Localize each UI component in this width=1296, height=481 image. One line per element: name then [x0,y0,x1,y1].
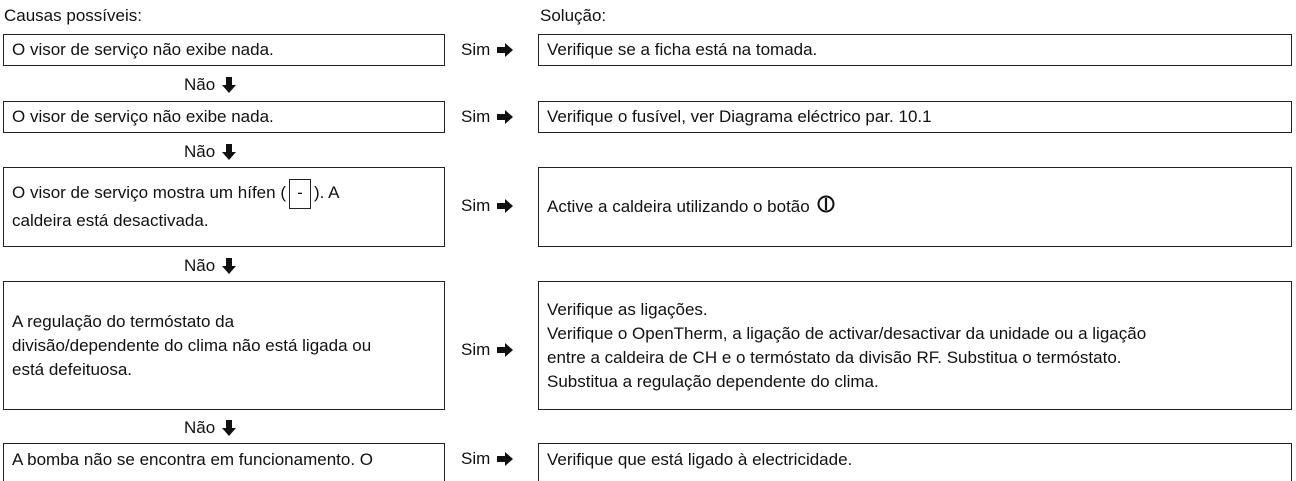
solution-box-4 [538,281,1292,410]
solution-text-1: Verifique se a ficha está na tomada. [547,40,818,59]
solution-text-4a: Verifique as ligações. [547,300,708,319]
solution-header: Solução: [540,6,607,25]
arrow-right-icon [497,43,513,57]
arrow-right-icon [497,199,513,213]
arrow-down-icon [222,77,236,93]
cause-box-3 [3,167,445,247]
solution-text-4b: Verifique o OpenTherm, a ligação de activar/desactivar da unidade ou a ligação [547,324,1147,343]
no-label: Não [184,256,216,275]
causes-header: Causas possíveis: [4,6,142,25]
no-connector-4 [184,418,236,438]
no-connector-3 [184,256,236,276]
arrow-down-icon [222,144,236,160]
solution-text-2: Verifique o fusível, ver Diagrama eléctrico par. 10.1 [547,107,932,126]
no-label: Não [184,418,216,437]
arrow-right-icon [497,110,513,124]
arrow-down-icon [222,420,236,436]
arrow-right-icon [497,452,513,466]
yes-connector-5 [461,449,513,469]
hyphen-symbol: - [289,179,311,209]
yes-label: Sim [461,449,491,468]
no-label: Não [184,142,216,161]
yes-label: Sim [461,340,491,359]
power-button-icon [816,194,836,221]
arrow-right-icon [497,343,513,357]
no-connector-2 [184,142,236,162]
cause-text-4a: A regulação do termóstato da [12,312,235,331]
solution-text-5: Verifique que está ligado à electricidade. [547,450,853,469]
cause-box-4 [3,281,445,410]
cause-text-3c: caldeira está desactivada. [12,210,209,230]
cause-box-1 [3,34,445,66]
solution-text-4c: entre a caldeira de CH e o termóstato da divisão RF. Substitua o termóstato. [547,348,1122,367]
cause-text-5: A bomba não se encontra em funcionamento. O [12,450,374,469]
no-label: Não [184,75,216,94]
yes-connector-4 [461,340,513,360]
yes-label: Sim [461,196,491,215]
arrow-down-icon [222,258,236,274]
cause-text-2: O visor de serviço não exibe nada. [12,107,274,126]
cause-box-2 [3,101,445,133]
cause-text-3b: ). A [313,183,340,202]
solution-box-2 [538,101,1292,133]
solution-text-4d: Substitua a regulação dependente do clima. [547,372,879,391]
solution-box-3 [538,167,1292,247]
solution-box-1 [538,34,1292,66]
yes-connector-3 [461,196,513,216]
cause-text-4b: divisão/dependente do clima não está ligada ou [12,336,372,355]
yes-connector-2 [461,107,513,127]
yes-connector-1 [461,40,513,60]
yes-label: Sim [461,107,491,126]
cause-box-5 [3,443,445,481]
cause-text-4c: está defeituosa. [12,360,133,379]
cause-text-3a: O visor de serviço mostra um hífen ( [12,183,286,202]
no-connector-1 [184,75,236,95]
solution-box-5 [538,443,1292,481]
cause-text-1: O visor de serviço não exibe nada. [12,40,274,59]
yes-label: Sim [461,40,491,59]
solution-text-3: Active a caldeira utilizando o botão [547,197,810,216]
